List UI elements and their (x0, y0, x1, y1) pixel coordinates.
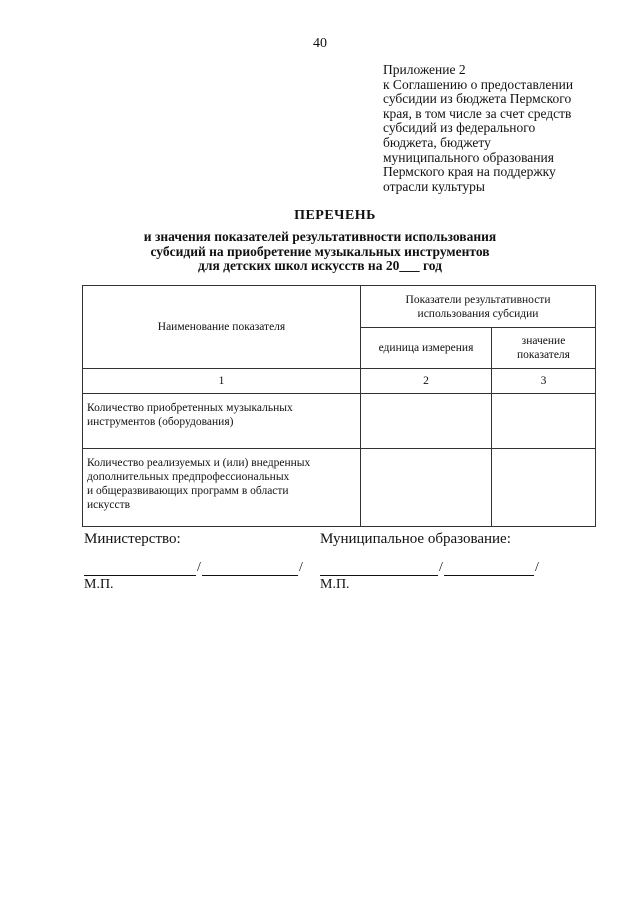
appendix-line: субсидии из бюджета Пермского (383, 91, 572, 107)
header-performance-group (361, 286, 596, 328)
unit-cell[interactable] (361, 449, 492, 527)
title-subtitle (0, 230, 640, 274)
table-header-row (83, 286, 596, 328)
appendix-line: субсидий из федерального (383, 120, 536, 136)
indicator-label-line: Количество реализуемых и (или) внедренных (87, 457, 311, 469)
unit-cell[interactable] (361, 394, 492, 449)
indicator-label-line: искусств (87, 499, 131, 511)
signature-slash: / (439, 560, 443, 575)
appendix-line: муниципального образования (383, 149, 554, 165)
appendix-line: Пермского края на поддержку (383, 164, 556, 180)
signature-blank[interactable] (84, 560, 196, 576)
signature-blank[interactable] (320, 560, 438, 576)
indicator-label-line: и общеразвивающих программ в области (87, 485, 289, 497)
header-value (492, 328, 596, 369)
appendix-line: Приложение 2 (383, 62, 466, 77)
value-cell[interactable] (492, 394, 596, 449)
name-blank[interactable] (444, 560, 534, 576)
signature-slash: / (197, 560, 201, 575)
signature-slash: / (299, 560, 303, 575)
appendix-line: бюджета, бюджету (383, 134, 491, 150)
column-number: 1 (83, 369, 361, 394)
name-blank[interactable] (202, 560, 298, 576)
table-row (83, 394, 596, 449)
indicator-label (83, 449, 361, 527)
title-sub-line: и значения показателей результативности использования (143, 229, 497, 244)
table-row (83, 449, 596, 527)
title-sub-line: для детских школ искусств на 20___ год (198, 258, 442, 273)
indicator-label-line: дополнительных предпрофессиональных (87, 471, 290, 483)
column-number-row (83, 369, 596, 394)
municipality-signature-line (320, 560, 540, 576)
document-title (0, 207, 640, 274)
ministry-label: Министерство: (84, 531, 181, 547)
header-indicator-name: Наименование показателя (83, 286, 361, 369)
appendix-line: к Соглашению о предоставлении (383, 76, 574, 92)
column-number: 3 (492, 369, 596, 394)
title-sub-line: субсидий на приобретение музыкальных инструментов (150, 243, 490, 259)
ministry-stamp-place: М.П. (84, 577, 114, 592)
appendix-line: отрасли культуры (383, 178, 485, 194)
indicator-label-line: Количество приобретенных музыкальных (87, 402, 293, 414)
header-unit: единица измерения (361, 328, 492, 369)
indicator-label-line: инструментов (оборудования) (87, 416, 234, 428)
indicators-table (82, 285, 596, 527)
value-cell[interactable] (492, 449, 596, 527)
municipality-stamp-place: М.П. (320, 577, 350, 592)
ministry-signature-line (84, 560, 304, 576)
header-group-line: Показатели результативности (405, 293, 551, 306)
header-value-line: значение (521, 335, 566, 347)
column-number: 2 (361, 369, 492, 394)
indicator-label (83, 394, 361, 449)
municipality-label: Муниципальное образование: (320, 531, 511, 547)
appendix-note (383, 63, 633, 194)
signature-slash: / (535, 560, 539, 575)
header-value-line: показателя (517, 349, 570, 361)
header-group-line: использования субсидии (417, 307, 539, 320)
appendix-line: края, в том числе за счет средств (383, 105, 572, 121)
page-number: 40 (313, 36, 327, 51)
title-main: ПЕРЕЧЕНЬ (294, 208, 376, 223)
